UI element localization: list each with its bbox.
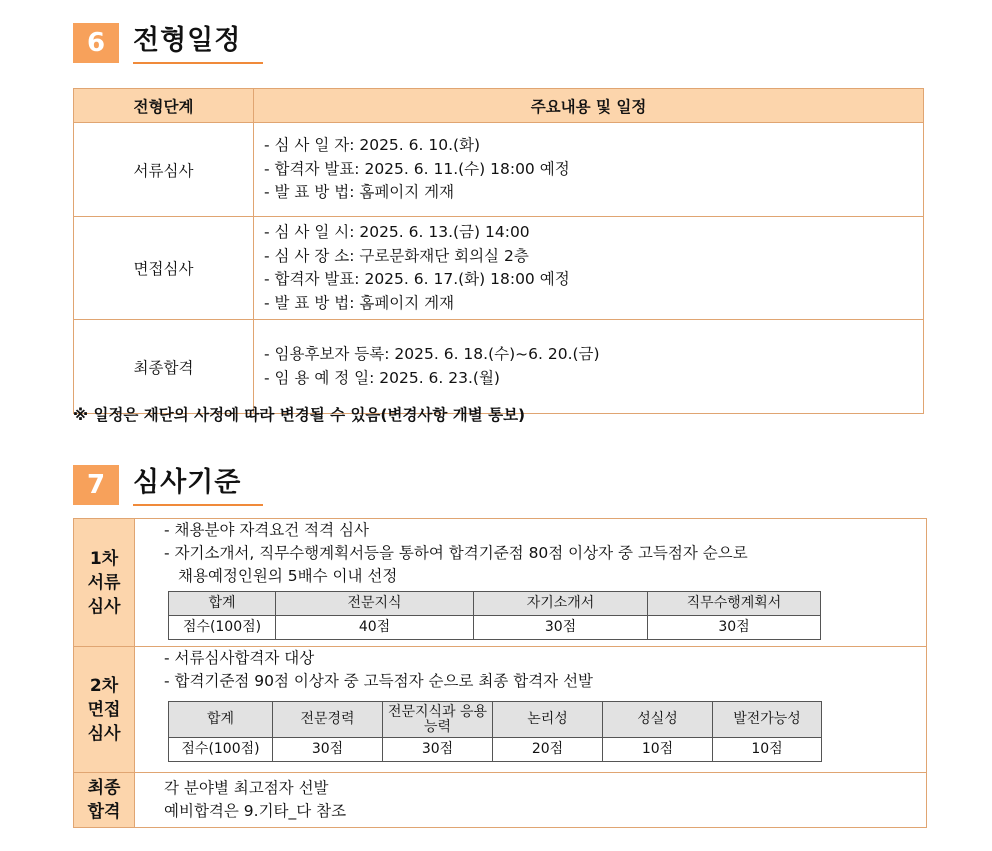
stage1-body (135, 519, 927, 647)
score-value: 점수(100점) (169, 738, 273, 762)
label-line: 면접 (87, 699, 121, 720)
score-header: 전문경력 (273, 702, 383, 738)
stage2-body (135, 647, 927, 773)
stage3-body (135, 773, 927, 828)
score-header: 논리성 (493, 702, 603, 738)
score-value: 30점 (273, 738, 383, 762)
score-header: 전문지식과 응용능력 (383, 702, 493, 738)
stage-cell: 최종합격 (74, 320, 254, 414)
label-line: 서류 (87, 572, 121, 593)
label-line: 심사 (87, 723, 121, 744)
score-value: 20점 (493, 738, 603, 762)
score-value: 30점 (648, 616, 821, 640)
score-header-row (169, 702, 822, 738)
score-value: 10점 (713, 738, 822, 762)
content-line: - 합격자 발표: 2025. 6. 17.(화) 18:00 예정 (264, 270, 570, 288)
content-line: - 심 사 일 자: 2025. 6. 10.(화) (264, 136, 481, 155)
table-row (74, 217, 924, 320)
score-value: 30점 (383, 738, 493, 762)
criteria-line: 각 분야별 최고점자 선발 (164, 779, 329, 797)
section7-heading (73, 464, 263, 506)
score-header: 성실성 (603, 702, 713, 738)
criteria-line: - 서류심사합격자 대상 (164, 649, 315, 667)
content-line: - 심 사 일 시: 2025. 6. 13.(금) 14:00 (264, 223, 530, 241)
stage1-label (74, 519, 135, 647)
score-value-row (169, 738, 822, 762)
header-content: 주요내용 및 일정 (254, 89, 924, 123)
content-cell (254, 217, 924, 320)
criteria-line: 예비합격은 9.기타_다 참조 (164, 802, 347, 820)
schedule-table (73, 88, 924, 414)
content-cell (254, 123, 924, 217)
score-value: 10점 (603, 738, 713, 762)
content-line: - 발 표 방 법: 홈페이지 게재 (264, 183, 455, 202)
criteria-line: 채용예정인원의 5배수 이내 선정 (178, 567, 398, 585)
stage-cell: 서류심사 (74, 123, 254, 217)
table-row (74, 519, 927, 647)
score-header: 합계 (169, 592, 276, 616)
content-cell (254, 320, 924, 414)
score-value: 점수(100점) (169, 616, 276, 640)
label-line: 합격 (87, 802, 121, 822)
header-stage: 전형단계 (74, 89, 254, 123)
stage2-label (74, 647, 135, 773)
score-header: 자기소개서 (474, 592, 648, 616)
stage2-score-table (168, 701, 822, 762)
table-row (74, 773, 927, 828)
table-row (74, 647, 927, 773)
score-header: 직무수행계획서 (648, 592, 821, 616)
score-header: 합계 (169, 702, 273, 738)
content-line: - 발 표 방 법: 홈페이지 게재 (264, 293, 455, 312)
content-line: - 합격자 발표: 2025. 6. 11.(수) 18:00 예정 (264, 159, 570, 178)
schedule-note: ※ 일정은 재단의 사정에 따라 변경될 수 있음(변경사항 개별 통보) (73, 406, 526, 424)
section6-title: 전형일정 (133, 22, 263, 64)
criteria-line: - 채용분야 자격요건 적격 심사 (164, 521, 369, 539)
stage3-label (74, 773, 135, 828)
score-value: 30점 (474, 616, 648, 640)
label-line: 1차 (89, 548, 119, 569)
content-line: - 임 용 예 정 일: 2025. 6. 23.(월) (264, 368, 500, 387)
stage1-score-table (168, 591, 821, 640)
label-line: 심사 (87, 596, 121, 617)
criteria-line: - 자기소개서, 직무수행계획서등을 통하여 합격기준점 80점 이상자 중 고득점자 순으로 (164, 544, 748, 562)
criteria-table (73, 518, 927, 828)
label-line: 2차 (89, 675, 119, 696)
section6-number: 6 (73, 23, 119, 63)
score-value: 40점 (276, 616, 474, 640)
criteria-line: - 합격기준점 90점 이상자 중 고득점자 순으로 최종 합격자 선발 (164, 672, 594, 690)
label-line: 최종 (87, 778, 121, 798)
table-row (74, 320, 924, 414)
table-row (74, 123, 924, 217)
score-value-row (169, 616, 821, 640)
score-header-row (169, 592, 821, 616)
section7-title: 심사기준 (133, 464, 263, 506)
content-line: - 임용후보자 등록: 2025. 6. 18.(수)~6. 20.(금) (264, 345, 600, 363)
score-header: 전문지식 (276, 592, 474, 616)
content-line: - 심 사 장 소: 구로문화재단 회의실 2층 (264, 246, 529, 265)
stage-cell: 면접심사 (74, 217, 254, 320)
score-header: 발전가능성 (713, 702, 822, 738)
section7-number: 7 (73, 465, 119, 505)
section6-heading (73, 22, 263, 64)
